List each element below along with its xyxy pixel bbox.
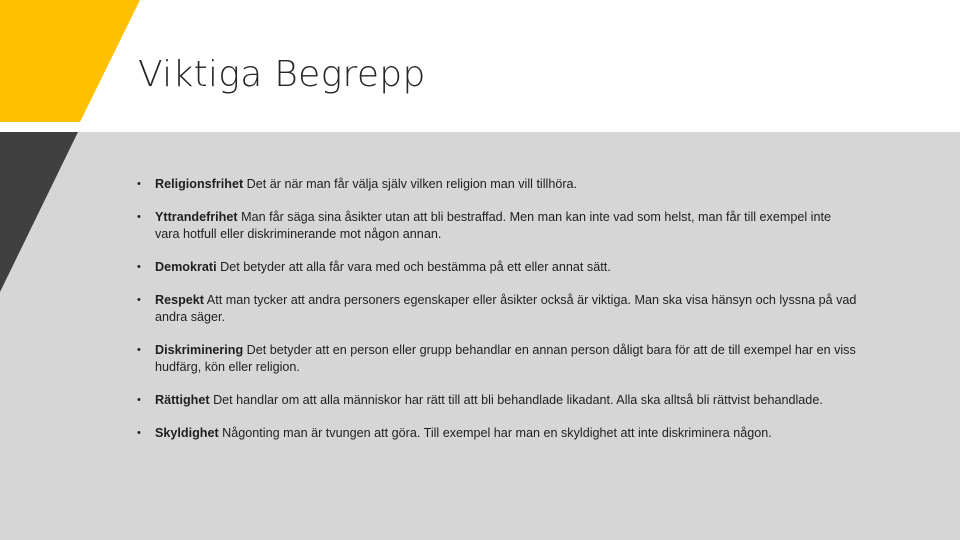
term-description: Någonting man är tvungen att göra. Till exempel har man en skyldighet att inte diskriminera någon. [218,426,772,440]
bullet-icon: • [137,178,141,190]
term-description: Man får säga sina åsikter utan att bli bestraffad. Men man kan inte vad som helst, man får till exempel inte vara hotfull eller diskriminerande mot någon annan. [155,210,831,241]
list-item [137,392,857,409]
bullet-icon: • [137,394,141,406]
term-description: Att man tycker att andra personers egenskaper eller åsikter också är viktiga. Man ska visa hänsyn och lyssna på vad andra säger. [155,293,857,324]
term-description: Det handlar om att alla människor har rätt till att bli behandlade likadant. Alla ska alltså bli rättvist behandlade. [209,393,823,407]
term-label: Skyldighet [155,426,219,440]
bullet-icon: • [137,294,141,306]
list-item [137,176,857,193]
bullet-icon: • [137,261,141,273]
term-description: Det betyder att alla får vara med och bestämma på ett eller annat sätt. [216,260,611,274]
list-item [137,259,857,276]
concept-list [137,176,857,442]
term-label: Rättighet [155,393,210,407]
term-label: Respekt [155,293,204,307]
term-description: Det är när man får välja själv vilken religion man vill tillhöra. [243,177,578,191]
term-label: Yttrandefrihet [155,210,238,224]
bullet-icon: • [137,427,141,439]
slide-title: Viktiga Begrepp [138,54,426,95]
list-item [137,425,857,442]
term-label: Diskriminering [155,343,244,357]
yellow-accent-shape [0,0,140,122]
bullet-icon: • [137,344,141,356]
term-label: Demokrati [155,260,217,274]
term-description: Det betyder att en person eller grupp behandlar en annan person dåligt bara för att de till exempel har en viss hudfärg, kön eller religion. [155,343,856,374]
bullet-icon: • [137,211,141,223]
list-item [137,342,857,376]
list-item [137,209,857,243]
list-item [137,292,857,326]
term-label: Religionsfrihet [155,177,244,191]
